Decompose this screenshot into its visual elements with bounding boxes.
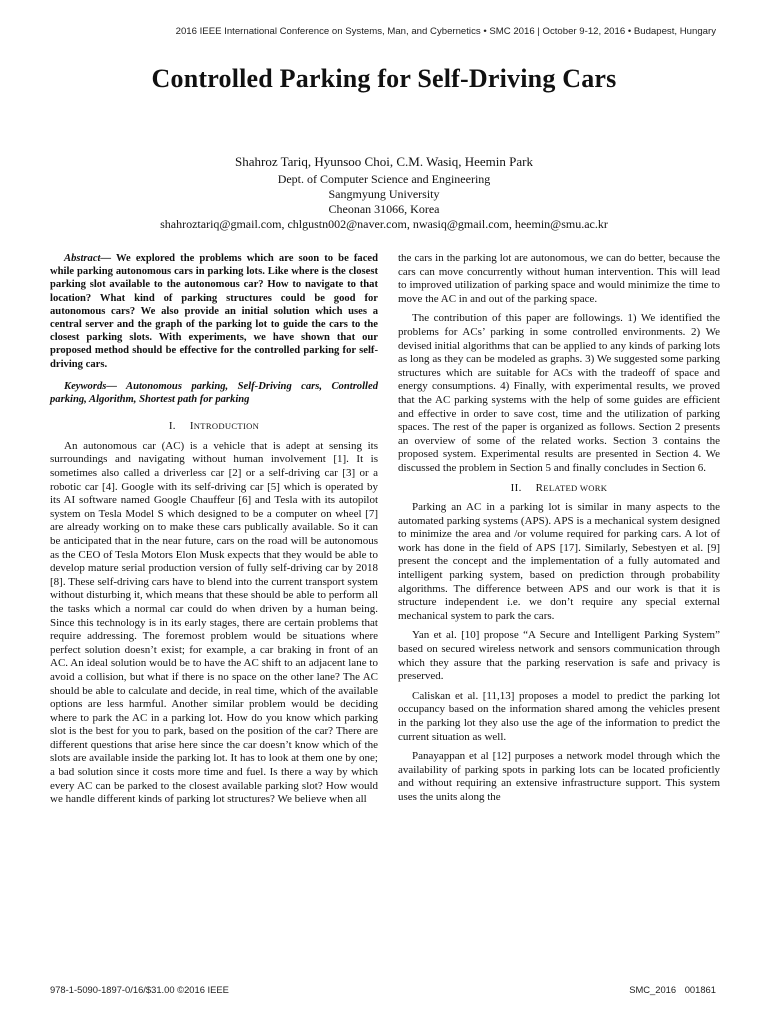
related-paragraph-1: Parking an AC in a parking lot is similar in many aspects to the automated parking systems (APS). APS is a mechanical system designed to minimize the area and /or volume required for parking cars. A lot of work has done in the field of APS [17]. Similarly, Sebestyen et al. [9] present the concept and the implementation of a fully automated and intelligent parking system, based on prediction through probability algorithms. The difference between APS and our work is that it is structure independent i.e. we don’t require any special external mechanical system to park the cars. — [398, 501, 720, 622]
author-emails: shahroztariq@gmail.com, chlgustn002@naver.com, nwasiq@gmail.com, heemin@smu.ac.kr — [160, 217, 608, 231]
author-names: Shahroz Tariq, Hyunsoo Choi, C.M. Wasiq, Heemin Park — [235, 154, 533, 169]
section-heading-related-work — [398, 482, 720, 496]
related-paragraph-3: Caliskan et al. [11,13] proposes a model to predict the parking lot occupancy based on the information shared among the vehicles present in the parking lot they also use the age of the information to predict the current situation as well. — [398, 689, 720, 743]
section-heading-introduction — [50, 420, 378, 434]
page-number: 001861 — [684, 984, 716, 995]
footer-page-info — [629, 984, 716, 995]
affiliation-university: Sangmyung University — [328, 187, 440, 201]
section-initial: R — [535, 481, 544, 494]
footer-conference-code: SMC_2016 — [629, 984, 677, 995]
author-block — [0, 154, 768, 232]
left-column — [50, 252, 378, 813]
intro-paragraph-1-continued: the cars in the parking lot are autonomous, we can do better, because the cars can move concurrently without human intervention. This will lead to improved utilization of parking space and would minimize the time to move the AC in and out of the parking space. — [398, 252, 720, 305]
keywords — [50, 380, 378, 406]
affiliation-city: Cheonan 31066, Korea — [328, 202, 440, 216]
section-title-rest: NTRODUCTION — [193, 421, 260, 432]
related-paragraph-2: Yan et al. [10] propose “A Secure and Intelligent Parking System” based on secured wireless network and sensors communication through which they assure that the parking reservation is safe and privacy is preserved. — [398, 629, 720, 683]
section-number: I. — [168, 420, 176, 433]
section-number: II. — [510, 481, 522, 494]
affiliation-dept: Dept. of Computer Science and Engineering — [277, 172, 491, 186]
abstract-label: Abstract— — [64, 253, 112, 264]
abstract — [50, 252, 378, 371]
section-title-rest: ELATED WORK — [543, 482, 608, 493]
conference-header: 2016 IEEE International Conference on Systems, Man, and Cybernetics • SMC 2016 | October 9-12, 2016 • Budapest, Hungary — [175, 26, 716, 37]
abstract-text: We explored the problems which are soon to be faced while parking autonomous cars in parking lots. Like where is the closest parking slot available to the autonomous car? How to navigate to that location? What kind of parking structures could be good for autonomous cars? We also provide an initial solution which uses a central server and the graph of the parking lot to guide the cars to the closest parking slots. With experiments, we have shown that our proposed method should be effective for the controlled parking for self-driving cars. — [50, 253, 378, 370]
keywords-text: Autonomous parking, Self-Driving cars, Controlled parking, Algorithm, Shortest path for parking — [50, 380, 378, 406]
keywords-label: Keywords— — [64, 380, 117, 392]
intro-paragraph-1: An autonomous car (AC) is a vehicle that is adept at sensing its surroundings and navigating without human involvement [1]. It is sometimes also called a driverless car [2] or a self-driving car [3] or a robotic car [4]. Google with its self-driving car [5] which is operated by its AI software named Google Chauffeur [6] and Tesla with its autopilot system on Tesla Model S which designed to be a computer on wheel [7] are already working on to make these cars publically available. So it can be anticipated that in the near future, cars on the road will be autonomous as the CEO of Tesla Motors Elon Musk expects that they would be able to develop mature serial production version of fully self-driving car by 2018 [8]. These self-driving cars have to blend into the current transport system without disturbing it, which means that these should be able to perform all the tasks which a normal car could do when driven by a human being. Since this technology is in its early stages, there are certain problems that require addressing. The foremost problem would be situations where perfect solution doesn’t exist; for example, a car braking in front of an AC. An ideal solution would be to have the AC shift to an adjacent lane to avoid a collision, but what if there is no space on the other lane? The AC should be able to calculate and decide, in real time, which of the available options are less harmful. Another similar problem would be deciding where to park the AC in a parking lot. How do you know which parking slot is the best for you to park, based on the position of the car? There are different questions that arise here since the car doesn’t know which of the slots are available inside the parking lot. It has to look at them one by one; a bad solution since it costs more time and fuel. Is there a way by which every AC can be parked to the closest available parking slot? How would we handle different kinds of parking lot structures? We believe when all — [50, 439, 378, 806]
right-column — [398, 252, 720, 811]
paper-title: Controlled Parking for Self-Driving Cars — [151, 64, 617, 93]
related-paragraph-4: Panayappan et al [12] purposes a network model through which the availability of parking spots in parking lots can be located proficiently and without requiring an extensive infrastructure support. This system uses the units along the — [398, 750, 720, 803]
section-initial: I — [189, 420, 194, 433]
footer-copyright: 978-1-5090-1897-0/16/$31.00 ©2016 IEEE — [50, 984, 229, 995]
intro-paragraph-2: The contribution of this paper are followings. 1) We identified the problems for ACs’ parking in some controlled environments. 2) We devised initial algorithms that can be applied to any kinds of parking lots as long as they can be modeled as graphs. 3) We suggested some parking structures which are suitable for ACs with the tradeoff of space and energy consumptions. 4) Finally, with experimental results, we proved that the AC parking systems with the help of some guides are efficient and effective in order to save cost, time and the utilization of parking spaces. The rest of the paper is organized as follows. Section 2 presents an overview of some of the related works. Section 3 contains the proposed system. Experimental results are presented in Section 4. We discussed the problem in Section 5 and finally concludes in Section 6. — [398, 312, 720, 474]
